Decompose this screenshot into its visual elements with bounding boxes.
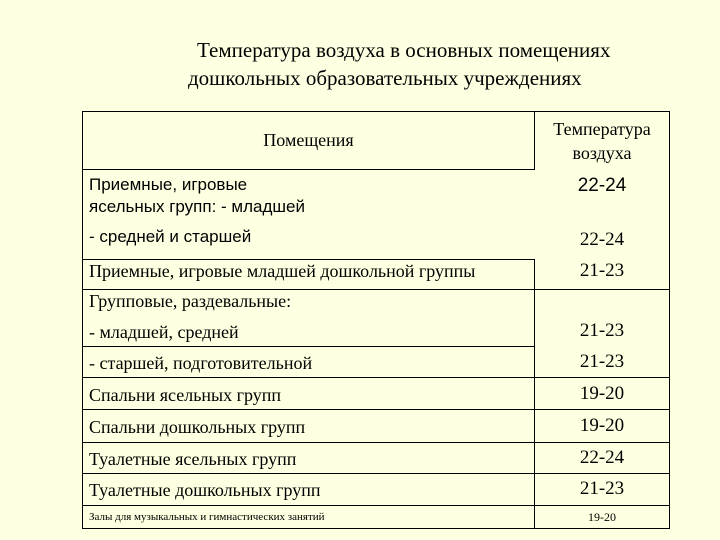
row-separator (82, 346, 535, 347)
row-11-value: 19-20 (588, 510, 616, 524)
row-4-label: Групповые, раздевальные: (89, 291, 292, 311)
row-3-value: 21-23 (579, 260, 625, 281)
row-7-value: 19-20 (579, 383, 625, 404)
row-6-value: 21-23 (579, 351, 625, 372)
page-title (188, 36, 688, 92)
row-2-label: - средней и старшей (89, 227, 252, 246)
row-8-value: 19-20 (579, 415, 625, 436)
row-2-value: 22-24 (579, 229, 625, 250)
right-border (669, 170, 670, 529)
row-5-label: - младшей, средней (89, 322, 239, 342)
row-5-value: 21-23 (579, 320, 625, 341)
row-separator (82, 377, 670, 378)
row-separator (82, 505, 670, 506)
row-11-label: Залы для музыкальных и гимнастических занятий (89, 511, 325, 523)
row-separator (82, 409, 670, 410)
row-9-label: Туалетные ясельных групп (89, 449, 297, 469)
header-temp-line1: Температура (553, 119, 651, 139)
title-line-2: дошкольных образовательных учреждениях (188, 66, 582, 90)
row-9-value: 22-24 (579, 447, 625, 468)
row-7-label: Спальни ясельных групп (89, 385, 282, 405)
left-border (82, 170, 83, 529)
row-separator (82, 442, 670, 443)
row-8-label: Спальни дошкольных групп (89, 417, 306, 437)
row-1-label-line2: ясельных групп: - младшей (89, 197, 305, 216)
row-10-value: 21-23 (579, 478, 625, 499)
row-1-label-line1: Приемные, игровые (89, 175, 248, 194)
temperature-table (82, 111, 670, 529)
header-room: Помещения (263, 130, 354, 150)
row-separator (82, 528, 670, 529)
title-line-1: Температура воздуха в основных помещениях (197, 38, 611, 62)
row-separator (82, 473, 670, 474)
row-3-label: Приемные, игровые младшей дошкольной группы (89, 261, 476, 281)
header-temp-line2: воздуха (572, 143, 632, 163)
row-6-label: - старшей, подготовительной (89, 353, 313, 373)
row-10-label: Туалетные дошкольных групп (89, 480, 321, 500)
row-1-value: 22-24 (577, 175, 627, 196)
